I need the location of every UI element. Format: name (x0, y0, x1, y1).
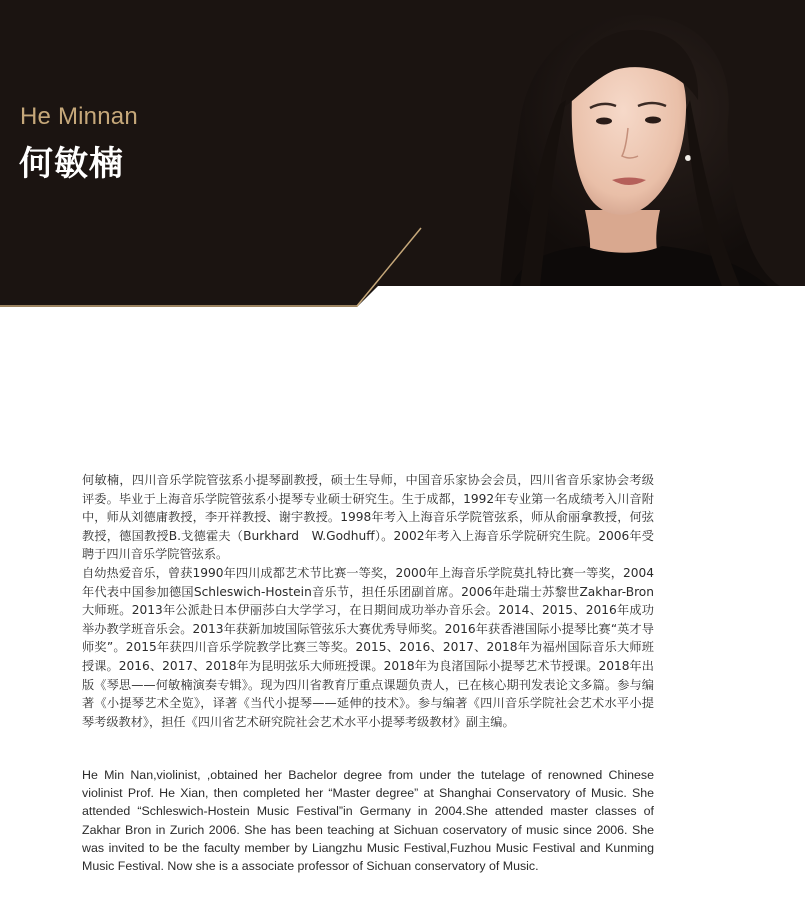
bio-chinese (82, 471, 654, 731)
bio-english: He Min Nan,violinist, ,obtained her Bachelor degree from under the tutelage of renowned Chinese violinist Prof. He Xian, then completed her “Master degree” at Shanghai Conservatory of Music. She attended “Schleswich-Hostein Music Festival”in Germany in 2004.She attended master classes of Zakhar Bron in Zurich 2006. She has been teaching at Sichuan coservatory of music since 2006. She was invited to be the faculty member by Liangzhu Music Festival,Fuzhou Music Festival and Kunming Music Festival. Now she is a associate professor of Sichuan conservatory of Music. (82, 768, 654, 874)
bio-chinese-paragraph-2: 自幼热爱音乐，曾获1990年四川成都艺术节比赛一等奖，2000年上海音乐学院莫扎特比赛一等奖，2004年代表中国参加德国Schleswich-Hostein音乐节，担任乐团副首席。2006年赴瑞士苏黎世Zakhar-Bron大师班。2013年公派赴日本伊丽莎白大学学习，在日期间成功举办音乐会。2014、2015、2016年成功举办教学班音乐会。2013年获新加坡国际管弦乐大赛优秀导师奖。2016年获香港国际小提琴比赛“英才导师奖”。2015年获四川音乐学院教学比赛三等奖。2015、2016、2017、2018年为福州国际音乐大师班授课。2016、2017、2018年为昆明弦乐大师班授课。2018年为良渚国际小提琴艺术节授课。2018年出版《琴思——何敏楠演奏专辑》。现为四川省教育厅重点课题负责人，已在核心期刊发表论文多篇。参与编著《小提琴艺术全览》，译著《当代小提琴——延伸的技术》。参与编著《四川音乐学院社会艺术水平小提琴考级教材》，担任《四川省艺术研究院社会艺术水平小提琴考级教材》副主编。 (82, 565, 654, 729)
bio-chinese-paragraph-1: 何敏楠，四川音乐学院管弦系小提琴副教授，硕士生导师，中国音乐家协会会员，四川省音乐家协会考级评委。毕业于上海音乐学院管弦系小提琴专业硕士研究生。生于成都，1992年专业第一名成绩考入川音附中，师从刘德庸教授，李开祥教授、谢宇教授。1998年考入上海音乐学院管弦系，师从俞丽拿教授，何弦教授，德国教授B.戈德霍夫（Burkhard W.Godhuff）。2002年考入上海音乐学院研究生院。2006年受聘于四川音乐学院管弦系。 (82, 473, 654, 562)
name-chinese: 何敏楠 (19, 144, 124, 184)
name-english: He Minnan (20, 103, 138, 130)
header-banner (0, 0, 805, 307)
